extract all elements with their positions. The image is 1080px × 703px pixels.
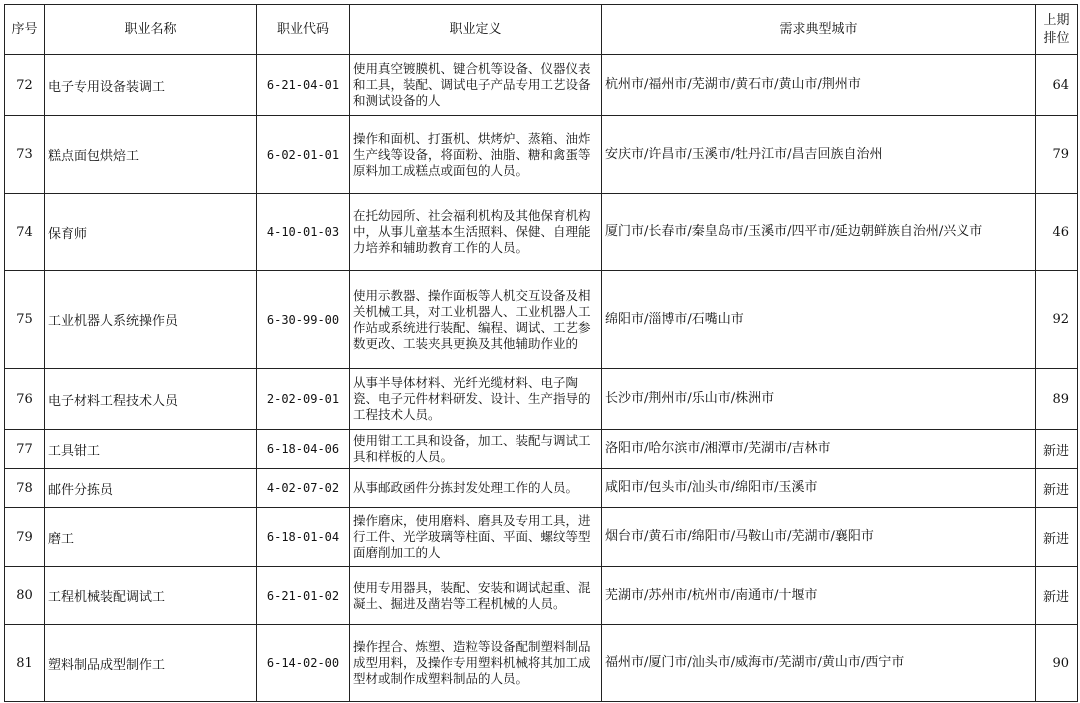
occupation-code: 6-02-01-01 — [257, 116, 350, 194]
last-rank: 新进 — [1036, 469, 1078, 508]
definition-text: 操作捏合、炼塑、造粒等设备配制塑料制品成型用料，及操作专用塑料机械将其加工成型材或制作成塑料制品的人员。 — [353, 639, 591, 686]
occupation-code: 6-30-99-00 — [257, 271, 350, 369]
table-row — [5, 625, 1078, 702]
row-index: 78 — [5, 469, 45, 508]
definition-text: 操作磨床，使用磨料、磨具及专用工具，进行工件、光学玻璃等柱面、平面、螺纹等型面磨削加工的人 — [353, 513, 591, 560]
definition-text: 操作和面机、打蛋机、烘烤炉、蒸箱、油炸生产线等设备，将面粉、油脂、糖和禽蛋等原料加工成糕点或面包的人员。 — [353, 130, 591, 178]
definition-text: 从事半导体材料、光纤光缆材料、电子陶瓷、电子元件材料研发、设计、生产指导的工程技术人员。 — [353, 375, 591, 422]
occupation-definition — [350, 469, 602, 508]
table-row — [5, 55, 1078, 116]
last-rank: 新进 — [1036, 567, 1078, 625]
table-row — [5, 271, 1078, 369]
row-index: 80 — [5, 567, 45, 625]
occupation-definition — [350, 369, 602, 430]
definition-text: 使用示教器、操作面板等人机交互设备及相关机械工具，对工业机器人、工业机器人工作站或系统进行装配、编程、调试、工艺参数更改、工装夹具更换及其他辅助作业的 — [353, 287, 591, 351]
occupation-code: 6-18-04-06 — [257, 430, 350, 469]
demand-cities: 洛阳市/哈尔滨市/湘潭市/芜湖市/吉林市 — [602, 430, 1036, 469]
table-row — [5, 430, 1078, 469]
occupation-name: 工程机械装配调试工 — [45, 567, 257, 625]
last-rank: 64 — [1036, 55, 1078, 116]
header-definition: 职业定义 — [350, 5, 602, 55]
header-name: 职业名称 — [45, 5, 257, 55]
row-index: 76 — [5, 369, 45, 430]
occupation-definition — [350, 271, 602, 369]
header-cities: 需求典型城市 — [602, 5, 1036, 55]
last-rank: 92 — [1036, 271, 1078, 369]
occupation-code: 6-18-01-04 — [257, 508, 350, 567]
row-index: 74 — [5, 194, 45, 271]
table-row — [5, 116, 1078, 194]
occupation-name: 保育师 — [45, 194, 257, 271]
last-rank: 89 — [1036, 369, 1078, 430]
header-index: 序号 — [5, 5, 45, 55]
occupation-name: 邮件分拣员 — [45, 469, 257, 508]
table-row — [5, 469, 1078, 508]
definition-text: 在托幼园所、社会福利机构及其他保育机构中，从事儿童基本生活照料、保健、自理能力培养和辅助教育工作的人员。 — [353, 208, 591, 255]
occupation-code: 6-21-01-02 — [257, 567, 350, 625]
occupation-definition — [350, 55, 602, 116]
occupation-name: 糕点面包烘焙工 — [45, 116, 257, 194]
occupation-name: 电子材料工程技术人员 — [45, 369, 257, 430]
definition-text: 使用钳工工具和设备，加工、装配与调试工具和样板的人员。 — [353, 433, 591, 464]
demand-cities: 长沙市/荆州市/乐山市/株洲市 — [602, 369, 1036, 430]
occupation-definition — [350, 116, 602, 194]
occupation-table — [4, 4, 1078, 702]
header-code: 职业代码 — [257, 5, 350, 55]
header-last-rank-line1: 上期 — [1043, 12, 1070, 28]
last-rank: 90 — [1036, 625, 1078, 702]
row-index: 73 — [5, 116, 45, 194]
row-index: 81 — [5, 625, 45, 702]
table-row — [5, 567, 1078, 625]
last-rank: 46 — [1036, 194, 1078, 271]
row-index: 75 — [5, 271, 45, 369]
table-row — [5, 369, 1078, 430]
occupation-definition — [350, 625, 602, 702]
occupation-code: 2-02-09-01 — [257, 369, 350, 430]
last-rank: 新进 — [1036, 430, 1078, 469]
demand-cities: 咸阳市/包头市/汕头市/绵阳市/玉溪市 — [602, 469, 1036, 508]
occupation-code: 6-21-04-01 — [257, 55, 350, 116]
demand-cities: 芜湖市/苏州市/杭州市/南通市/十堰市 — [602, 567, 1036, 625]
demand-cities: 杭州市/福州市/芜湖市/黄石市/黄山市/荆州市 — [602, 55, 1036, 116]
occupation-name: 工具钳工 — [45, 430, 257, 469]
table-row — [5, 194, 1078, 271]
occupation-definition — [350, 567, 602, 625]
occupation-name: 工业机器人系统操作员 — [45, 271, 257, 369]
definition-text: 使用真空镀膜机、键合机等设备、仪器仪表和工具，装配、调试电子产品专用工艺设备和测试设备的人 — [353, 61, 591, 108]
definition-text: 从事邮政函件分拣封发处理工作的人员。 — [353, 480, 579, 495]
occupation-name: 磨工 — [45, 508, 257, 567]
occupation-name: 电子专用设备装调工 — [45, 55, 257, 116]
demand-cities: 安庆市/许昌市/玉溪市/牡丹江市/昌吉回族自治州 — [602, 116, 1036, 194]
demand-cities: 绵阳市/淄博市/石嘴山市 — [602, 271, 1036, 369]
row-index: 72 — [5, 55, 45, 116]
occupation-definition — [350, 508, 602, 567]
occupation-code: 4-10-01-03 — [257, 194, 350, 271]
definition-text: 使用专用器具，装配、安装和调试起重、混凝土、掘进及凿岩等工程机械的人员。 — [353, 579, 591, 611]
last-rank: 新进 — [1036, 508, 1078, 567]
header-row — [5, 5, 1078, 55]
table-row — [5, 508, 1078, 567]
header-last-rank-line2: 排位 — [1043, 30, 1070, 46]
row-index: 77 — [5, 430, 45, 469]
occupation-name: 塑料制品成型制作工 — [45, 625, 257, 702]
demand-cities: 厦门市/长春市/秦皇岛市/玉溪市/四平市/延边朝鲜族自治州/兴义市 — [602, 194, 1036, 271]
occupation-code: 6-14-02-00 — [257, 625, 350, 702]
row-index: 79 — [5, 508, 45, 567]
demand-cities: 福州市/厦门市/汕头市/威海市/芜湖市/黄山市/西宁市 — [602, 625, 1036, 702]
header-last-rank — [1036, 5, 1078, 55]
occupation-code: 4-02-07-02 — [257, 469, 350, 508]
demand-cities: 烟台市/黄石市/绵阳市/马鞍山市/芜湖市/襄阳市 — [602, 508, 1036, 567]
occupation-definition — [350, 430, 602, 469]
occupation-definition — [350, 194, 602, 271]
last-rank: 79 — [1036, 116, 1078, 194]
